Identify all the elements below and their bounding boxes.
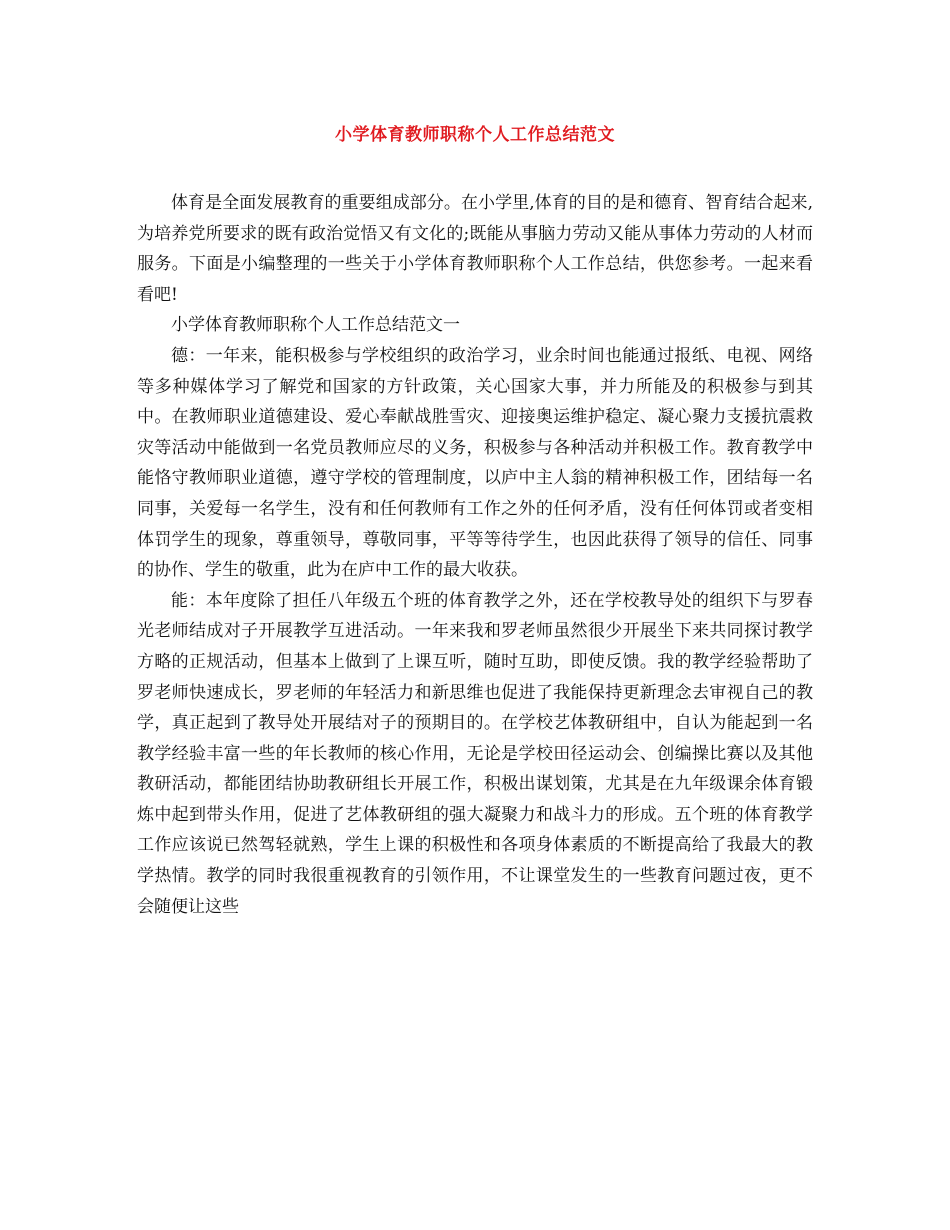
- ability-paragraph: 能：本年度除了担任八年级五个班的体育教学之外，还在学校教导处的组织下与罗春光老师结成对子开展教学互进活动。一年来我和罗老师虽然很少开展坐下来共同探讨教学方略的正规活动，但基本上做到了上课互听，随时互助，即使反馈。我的教学经验帮助了罗老师快速成长，罗老师的年轻活力和新思维也促进了我能保持更新理念去审视自己的教学，真正起到了教导处开展结对子的预期目的。在学校艺体教研组中，自认为能起到一名教学经验丰富一些的年长教师的核心作用，无论是学校田径运动会、创编操比赛以及其他教研活动，都能团结协助教研组长开展工作，积极出谋划策，尤其是在九年级课余体育锻炼中起到带头作用，促进了艺体教研组的强大凝聚力和战斗力的形成。五个班的体育教学工作应该说已然驾轻就熟，学生上课的积极性和各项身体素质的不断提高给了我最大的教学热情。教学的同时我很重视教育的引领作用，不让课堂发生的一些教育问题过夜，更不会随便让这些: [137, 590, 813, 917]
- document-title: 小学体育教师职称个人工作总结范文: [335, 125, 615, 145]
- intro-paragraph: 体育是全面发展教育的重要组成部分。在小学里,体育的目的是和德育、智育结合起来,为培养党所要求的既有政治觉悟又有文化的;既能从事脑力劳动又能从事体力劳动的人材而服务。下面是小编整理的一些关于小学体育教师职称个人工作总结，供您参考。一起来看看吧!: [137, 193, 813, 305]
- virtue-paragraph: 德：一年来，能积极参与学校组织的政治学习，业余时间也能通过报纸、电视、网络等多种媒体学习了解党和国家的方针政策，关心国家大事，并力所能及的积极参与到其中。在教师职业道德建设、爱心奉献战胜雪灾、迎接奥运维护稳定、凝心聚力支援抗震救灾等活动中能做到一名党员教师应尽的义务，积极参与各种活动并积极工作。教育教学中能恪守教师职业道德，遵守学校的管理制度，以庐中主人翁的精神积极工作，团结每一名同事，关爱每一名学生，没有和任何教师有工作之外的任何矛盾，没有任何体罚或者变相体罚学生的现象，尊重领导，尊敬同事，平等等待学生，也因此获得了领导的信任、同事的协作、学生的敬重，此为在庐中工作的最大收获。: [137, 345, 813, 581]
- document-body: [137, 188, 813, 922]
- section-heading: 小学体育教师职称个人工作总结范文一: [171, 315, 460, 336]
